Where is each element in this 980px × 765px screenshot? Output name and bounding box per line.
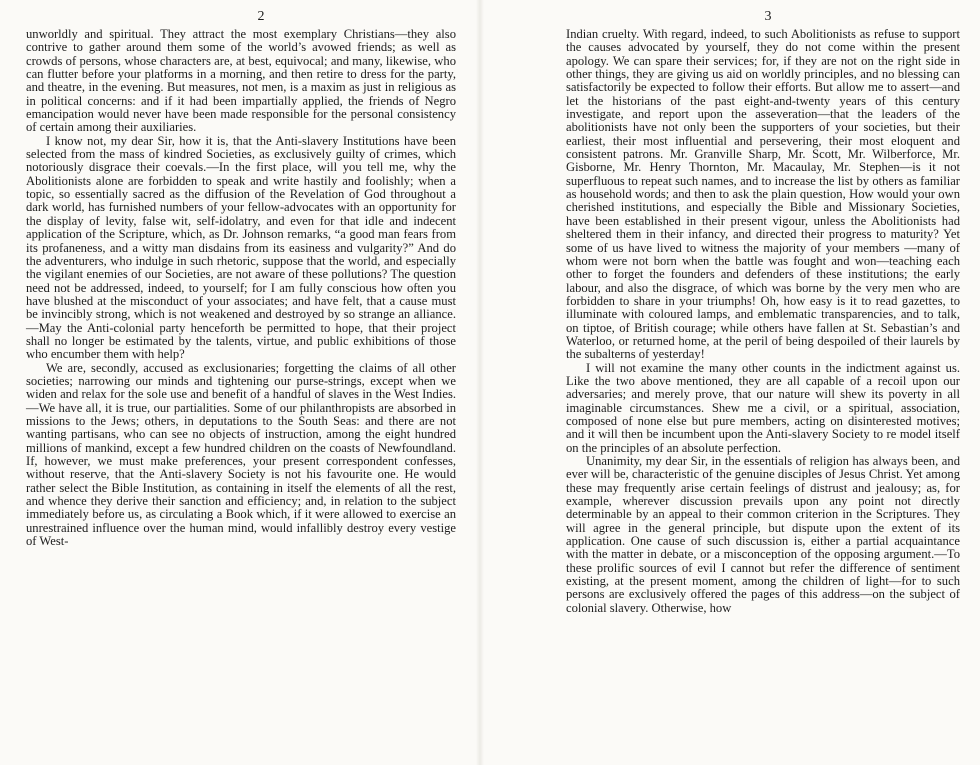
page-number: 2 — [257, 9, 265, 24]
paragraph: I know not, my dear Sir, how it is, that the Anti-slavery Institutions have been selected from the mass of kindred Societies, as exclusively guilty of crimes, which notoriously disgrace their coevals.—In the first place, will you tell me, why the Abolitionists alone are forbidden to speak and write hastily and foolishly; when a topic, so essentially sacred as the diffusion of the Revelation of God throughout a dark world, has furnished numbers of your fellow-advocates with an opportunity for the display of levity, false wit, self-idolatry, and even for that idle and indecent application of the Scripture, which, as Dr. Johnson remarks, “a good man fears from its profaneness, and a witty man disdains from its easiness and vulgarity?” And do the adventurers, who indulge in such rhetoric, suppose that the world, and especially the vigilant enemies of our Societies, are not aware of these pollutions? The question need not be addressed, indeed, to yourself; for I am fully conscious how often you have blushed at the misconduct of your associates; and have felt, that a cause must be invincibly strong, which is not weakened and destroyed by so strange an alliance.—May the Anti-colonial party henceforth be permitted to hope, that their project shall no longer be estimated by the talents, virtue, and public exhibitions of those who encumber them with help? — [26, 133, 456, 362]
paragraph: I will not examine the many other counts in the indictment against us. Like the two above mentioned, they are all capable of a recoil upon our adversaries; and merely prove, that our nature will shew its poverty in all imaginable circumstances. Shew me a civil, or a spiritual, association, composed of none else but pure members, acting on disinterested motives; and it will then be incumbent upon the Anti-slavery Society to re model itself on the principles of an absolute perfection. — [566, 360, 960, 455]
paragraph: Unanimity, my dear Sir, in the essentials of religion has always been, and ever will be, characteristic of the genuine disciples of Jesus Christ. Yet among these may frequently arise certain feelings of distrust and jealousy; as, for example, wherever discussion prevails upon any point not directly determinable by an appeal to their common criterion in the Scriptures. They will agree in the general principle, but dispute upon the extent of its application. One cause of such discussion is, either a partial acquaintance with the matter in debate, or a misconception of the opposing argument.—To these prolific sources of evil I cannot but refer the difference of sentiment existing, at the present moment, among the children of light—for to such persons are exclusively offered the pages of this address—on the subject of colonial slavery. Otherwise, how — [566, 454, 960, 615]
left-page — [0, 0, 470, 765]
paragraph: unworldly and spiritual. They attract the most exemplary Christians—they also contrive to gather around them some of the world’s avowed friends; as well as crowds of persons, whose characters are, at best, equivocal; and many, likewise, who can flutter before your platforms in a morning, and then retire to dress for the party, and theatre, in the evening. But measures, not men, is a maxim as just in religious as in political concerns: and if it had been impartially applied, the friends of Negro emancipation would never have been made responsible for the personal consistency of certain among their auxiliaries. — [26, 27, 456, 135]
page-text — [566, 28, 960, 615]
paragraph: We are, secondly, accused as exclusionaries; forgetting the claims of all other societies; narrowing our minds and tightening our purse-strings, except when we widen and relax for the sole use and benefit of a handful of slaves in the West Indies. —We have all, it is true, our partialities. Some of our philanthropists are absorbed in missions to the Jews; others, in deputations to the South Seas: and there are not wanting partisans, who can see no objects of instruction, among the eight hundred millions of mankind, except a few hundred children on the coasts of Newfoundland. If, however, we must make preferences, your present correspondent confesses, without reserve, that the Anti-slavery Society is not his favourite one. He would rather select the Bible Institution, as containing in itself the elements of all the rest, and whence they derive their sanction and efficiency; and, in relation to the subject immediately before us, as circulating a Book which, if it were allowed to exercise an unrestrained influence over the human mind, would infallibly destroy every vestige of West- — [26, 360, 456, 549]
book-gutter — [476, 0, 484, 765]
paragraph: Indian cruelty. With regard, indeed, to such Abolitionists as refuse to support the causes advocated by yourself, they do not come within the present apology. We can spare their services; for, if they are not on the right side in other things, they are giving us aid on worldly principles, and no blessing can satisfactorily be expected to follow their efforts. But allow me to assert—and let the historians of the past eight-and-twenty years of this century investigate, and report upon the asseveration—that the leaders of the abolitionists have not only been the supporters of your societies, but their earliest, their most influential and persevering, their most eloquent and consistent patrons. Mr. Granville Sharp, Mr. Scott, Mr. Wilberforce, Mr. Gisborne, Mr. Henry Thornton, Mr. Macaulay, Mr. Stephen—is it not superfluous to repeat such names, and to increase the list by others as familiar as household words; and then to ask the plain question, How would your own cherished institutions, and especially the Bible and Missionary Societies, have been established in their present vigour, unless the Abolitionists had sheltered them in their infancy, and directed their progress to maturity? Yet some of us have lived to witness the majority of your members —many of whom were not born when the battle was fought and won—teaching each other to forget the founders and defenders of these institutions; the early labour, and also the disgrace, of which was borne by the very men who are forbidden to share in your triumphs! Oh, how easy is it to read gazettes, to illuminate with coloured lamps, and emblematic transparencies, and to talk, on tiptoe, of British courage; while others have fallen at St. Sebastian’s and Waterloo, or returned home, at the peril of being despoiled of their laurels by the subalterns of yesterday! — [566, 27, 960, 362]
page-text — [26, 28, 456, 548]
page-number: 3 — [764, 9, 772, 24]
right-page — [490, 0, 980, 765]
